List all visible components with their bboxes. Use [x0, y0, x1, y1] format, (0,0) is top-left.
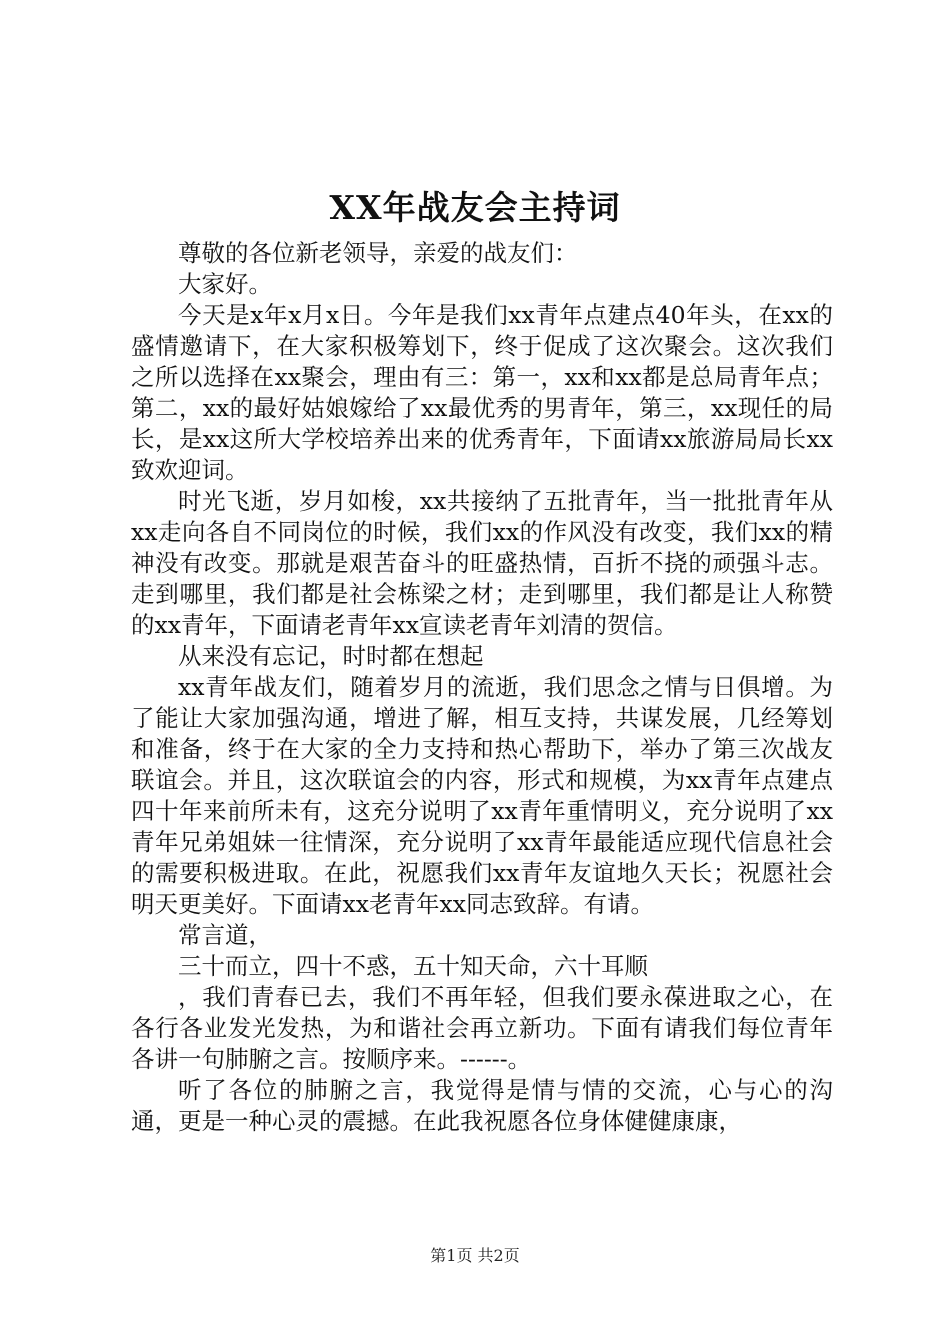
paragraph: 尊敬的各位新老领导，亲爱的战友们： — [178, 239, 578, 267]
paragraph: 常言道， — [178, 921, 272, 949]
paragraph: ，我们青春已去，我们不再年轻，但我们要永葆进取之心，在各行各业发光发热，为和谐社会再立新功。下面有请我们每位青年各讲一句肺腑之言。按顺序来。------。 — [131, 983, 833, 1073]
paragraph: 听了各位的肺腑之言，我觉得是情与情的交流，心与心的沟通，更是一种心灵的震撼。在此我祝愿各位身体健健康康， — [131, 1076, 833, 1135]
page-footer: 第1页 共2页 — [430, 1246, 520, 1265]
paragraph: 今天是x年x月x日。今年是我们xx青年点建点40年头，在xx的盛情邀请下，在大家积极筹划下，终于促成了这次聚会。这次我们之所以选择在xx聚会，理由有三：第一，xx和xx都是总局青年点；第二，xx的最好姑娘嫁给了xx最优秀的男青年，第三，xx现任的局长，是xx这所大学校培养出来的优秀青年，下面请xx旅游局局长xx致欢迎词。 — [131, 301, 833, 484]
paragraph: 时光飞逝，岁月如梭，xx共接纳了五批青年，当一批批青年从xx走向各自不同岗位的时候，我们xx的作风没有改变，我们xx的精神没有改变。那就是艰苦奋斗的旺盛热情，百折不挠的顽强斗志。走到哪里，我们都是社会栋梁之材；走到哪里，我们都是让人称赞的xx青年，下面请老青年xx宣读老青年刘清的贺信。 — [131, 487, 833, 639]
document-body — [131, 238, 833, 1137]
paragraph: 大家好。 — [178, 270, 272, 298]
paragraph: 从来没有忘记，时时都在想起 — [178, 642, 484, 670]
paragraph: xx青年战友们，随着岁月的流逝，我们思念之情与日俱增。为了能让大家加强沟通，增进了解，相互支持，共谋发展，几经筹划和准备，终于在大家的全力支持和热心帮助下，举办了第三次战友联谊会。并且，这次联谊会的内容，形式和规模，为xx青年点建点四十年来前所未有，这充分说明了xx青年重情明义，充分说明了xx青年兄弟姐妹一往情深，充分说明了xx青年最能适应现代信息社会的需要积极进取。在此，祝愿我们xx青年友谊地久天长；祝愿社会明天更美好。下面请xx老青年xx同志致辞。有请。 — [131, 673, 833, 918]
paragraph: 三十而立，四十不惑，五十知天命，六十耳顺 — [178, 952, 648, 980]
document-title: XX年战友会主持词 — [329, 188, 621, 227]
